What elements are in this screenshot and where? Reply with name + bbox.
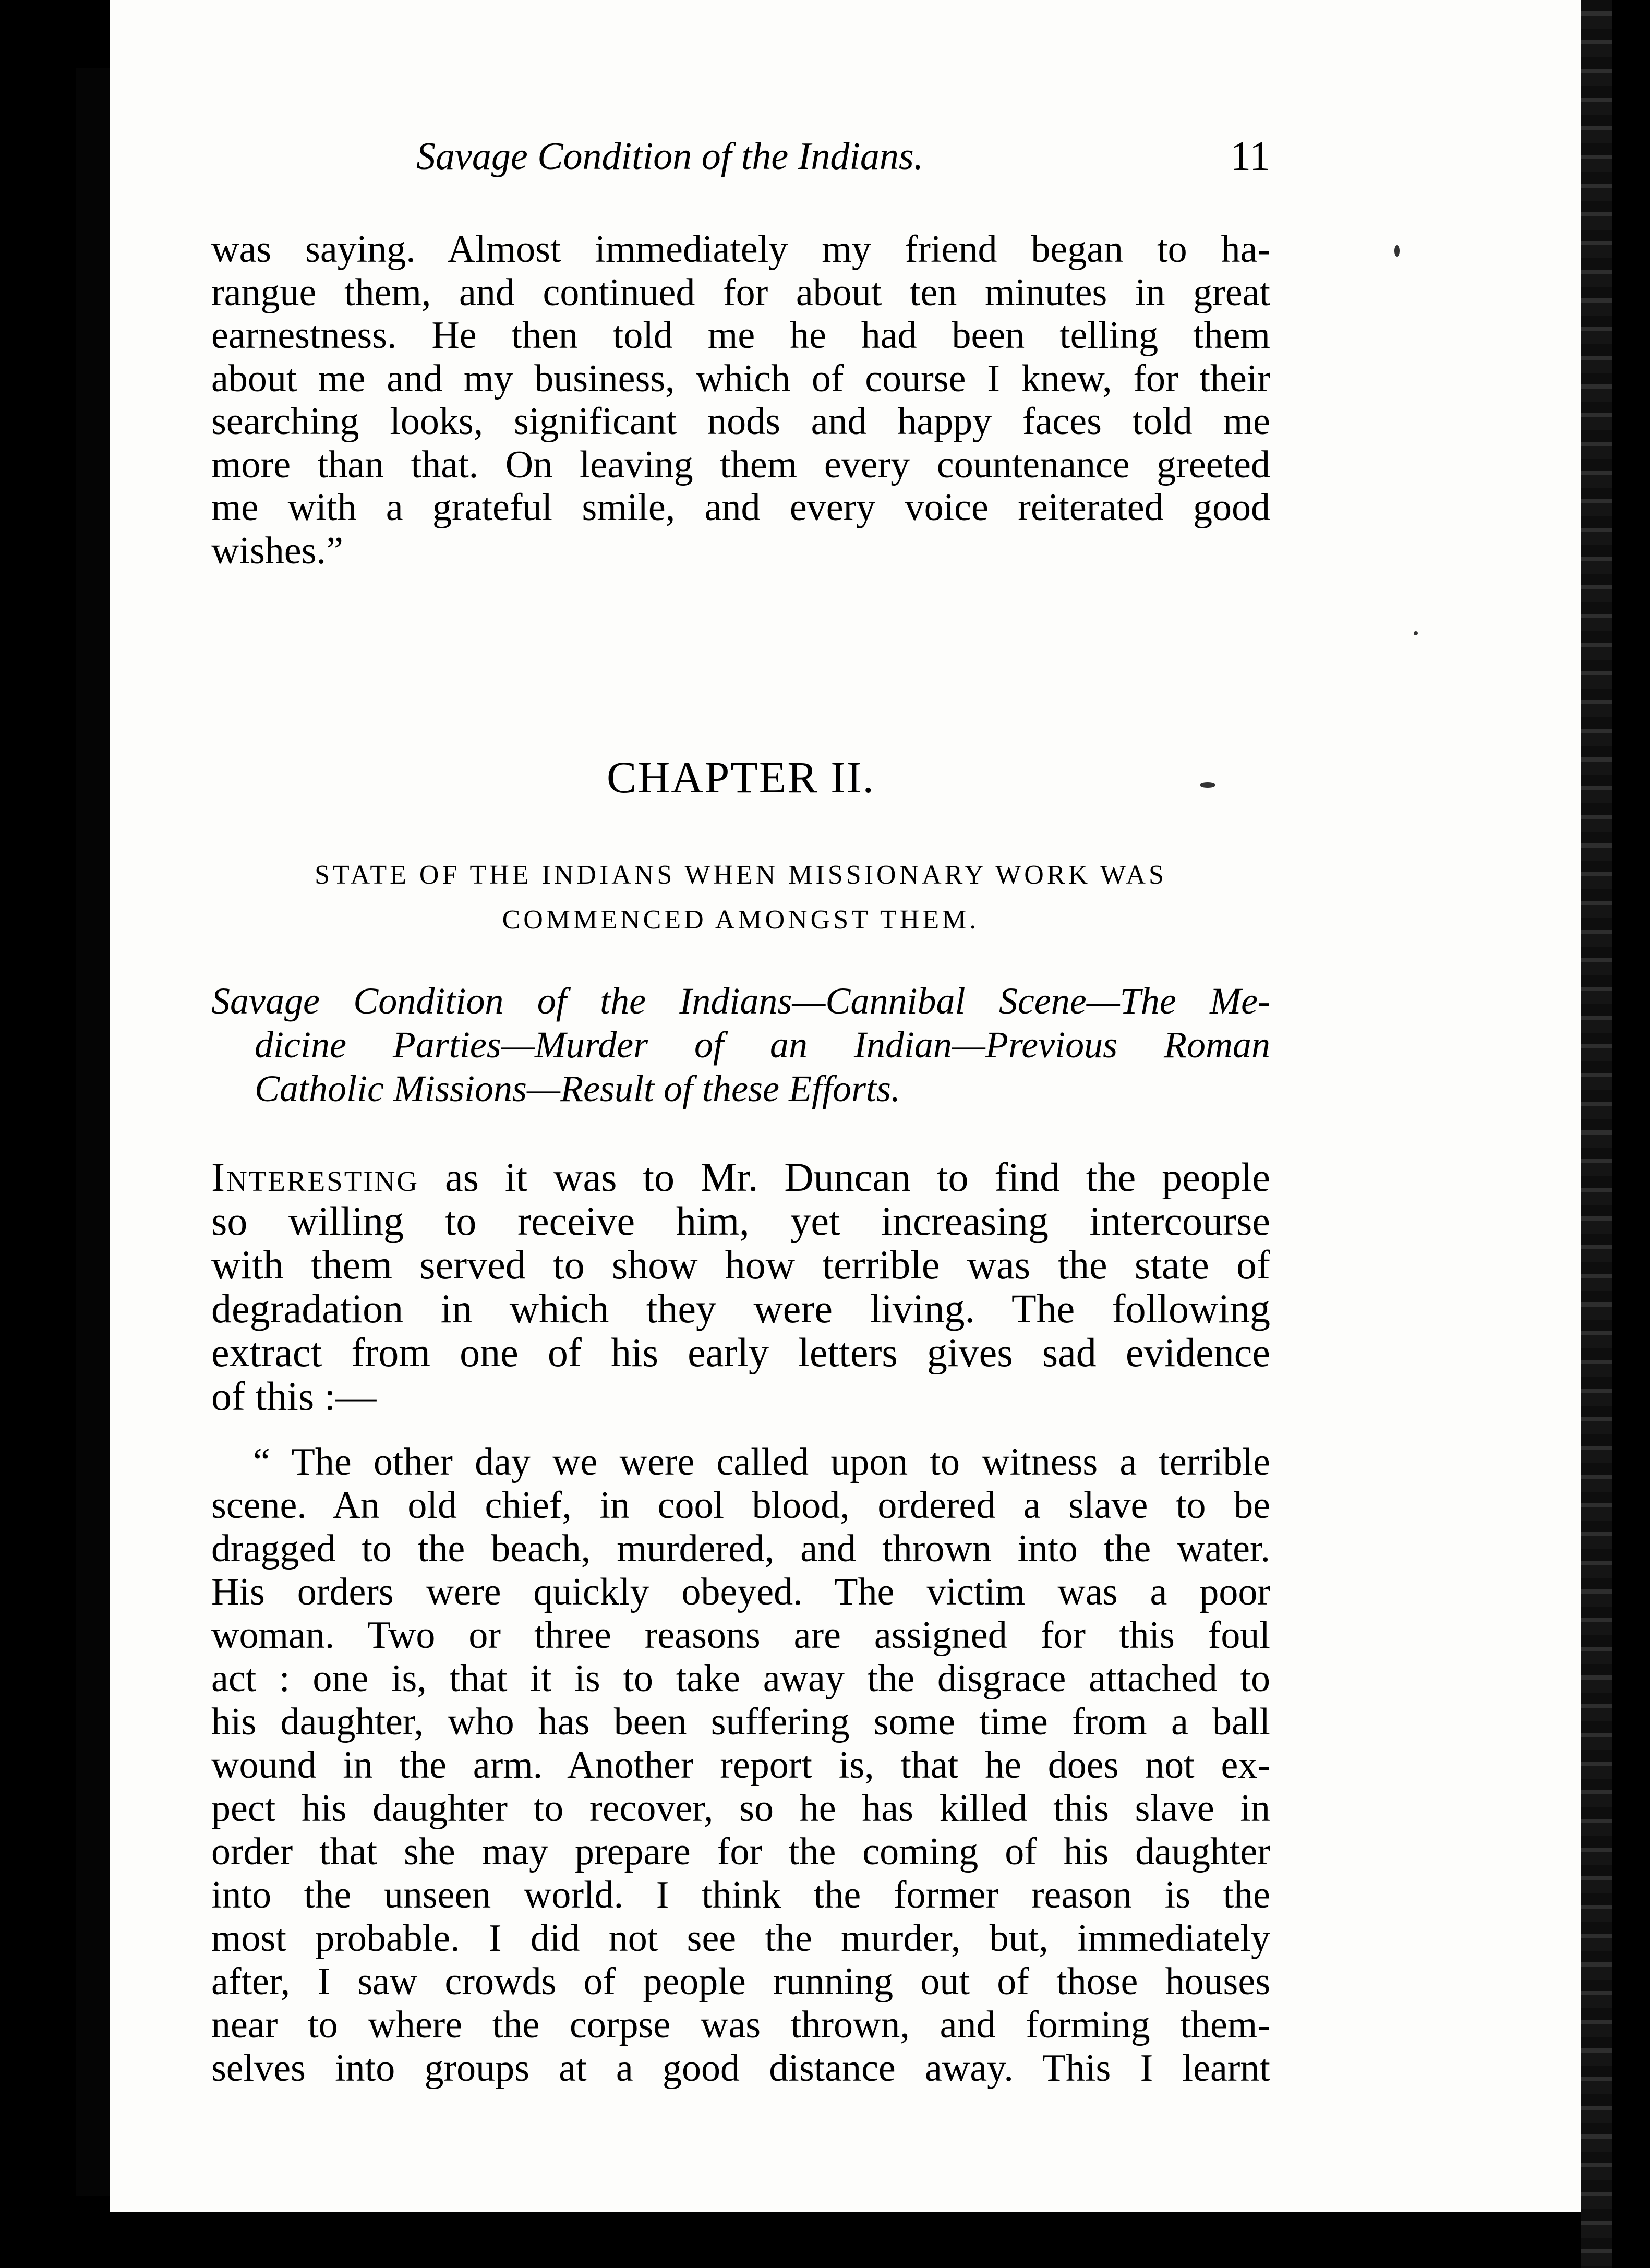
chapter-subtitle-line: STATE OF THE INDIANS WHEN MISSIONARY WORK WAS <box>315 860 1167 890</box>
text-line: degradation in which they were living. The following <box>211 1287 1270 1331</box>
quote-line: most probable. I did not see the murder, but, immediately <box>211 1917 1270 1960</box>
quote-line: his daughter, who has been suffering some time from a ball <box>211 1700 1270 1743</box>
quote-line: selves into groups at a good distance away. This I learnt <box>211 2047 1270 2090</box>
quote-line: pect his daughter to recover, so he has killed this slave in <box>211 1787 1270 1830</box>
running-head-title: Savage Condition of the Indians. <box>416 135 924 178</box>
quote-line: “ The other day we were called upon to witness a terrible <box>253 1441 1270 1483</box>
chapter-subtitle-line: COMMENCED AMONGST THEM. <box>502 905 980 935</box>
quote-line: order that she may prepare for the coming of his daughter <box>211 1830 1270 1873</box>
quote-line: scene. An old chief, in cool blood, ordered a slave to be <box>211 1484 1270 1527</box>
text-line: with them served to show how terrible was the state of <box>211 1243 1270 1287</box>
contents-line: Savage Condition of the Indians—Cannibal Scene—The Me- <box>211 980 1270 1022</box>
text-line: of this :— <box>211 1374 377 1418</box>
text-line: wishes.” <box>211 529 343 572</box>
text-line: so willing to receive him, yet increasing intercourse <box>211 1199 1270 1243</box>
running-head <box>416 130 1270 183</box>
chapter-subtitle <box>211 853 1270 943</box>
text-line: more than that. On leaving them every countenance greeted <box>211 443 1270 486</box>
text-line: searching looks, significant nods and happy faces told me <box>211 400 1270 443</box>
text-line: earnestness. He then told me he had been telling them <box>211 314 1270 357</box>
opening-line-rest: as it was to Mr. Duncan to find the people <box>419 1155 1270 1199</box>
opening-paragraph <box>211 1155 1270 1418</box>
quote-line: into the unseen world. I think the former reason is the <box>211 1874 1270 1916</box>
book-binding-shadow <box>76 68 111 2196</box>
quoted-letter <box>211 1441 1270 2090</box>
quote-line: His orders were quickly obeyed. The victim was a poor <box>211 1571 1270 1613</box>
quote-line: act : one is, that it is to take away the disgrace attached to <box>211 1657 1270 1700</box>
continued-paragraph <box>211 228 1270 572</box>
quote-line: dragged to the beach, murdered, and thrown into the water. <box>211 1527 1270 1570</box>
print-speck <box>1414 631 1418 635</box>
text-line: me with a grateful smile, and every voice reiterated good <box>211 486 1270 529</box>
text-line: was saying. Almost immediately my friend began to ha- <box>211 228 1270 271</box>
quote-line: wound in the arm. Another report is, that he does not ex- <box>211 1744 1270 1787</box>
text-line: extract from one of his early letters gives sad evidence <box>211 1331 1270 1374</box>
text-line: rangue them, and continued for about ten minutes in great <box>211 271 1270 314</box>
contents-line: dicine Parties—Murder of an Indian—Previous Roman <box>255 1024 1270 1066</box>
quote-line: woman. Two or three reasons are assigned for this foul <box>211 1614 1270 1657</box>
chapter-contents-summary <box>211 979 1270 1111</box>
text-line: about me and my business, which of course I knew, for their <box>211 357 1270 400</box>
opening-word: Interesting <box>211 1155 419 1199</box>
text-line <box>211 1155 1270 1199</box>
print-speck <box>1200 782 1215 788</box>
quote-line: after, I saw crowds of people running out of those houses <box>211 1960 1270 2003</box>
print-speck <box>1394 245 1400 257</box>
chapter-heading: CHAPTER II. <box>606 752 875 802</box>
contents-line: Catholic Missions—Result of these Efforts. <box>255 1068 900 1109</box>
quote-line: near to where the corpse was thrown, and forming them- <box>211 2004 1270 2046</box>
page-edge-right <box>1581 0 1650 2268</box>
page-edge-bottom <box>110 2212 1581 2268</box>
page-number: 11 <box>1230 134 1270 179</box>
